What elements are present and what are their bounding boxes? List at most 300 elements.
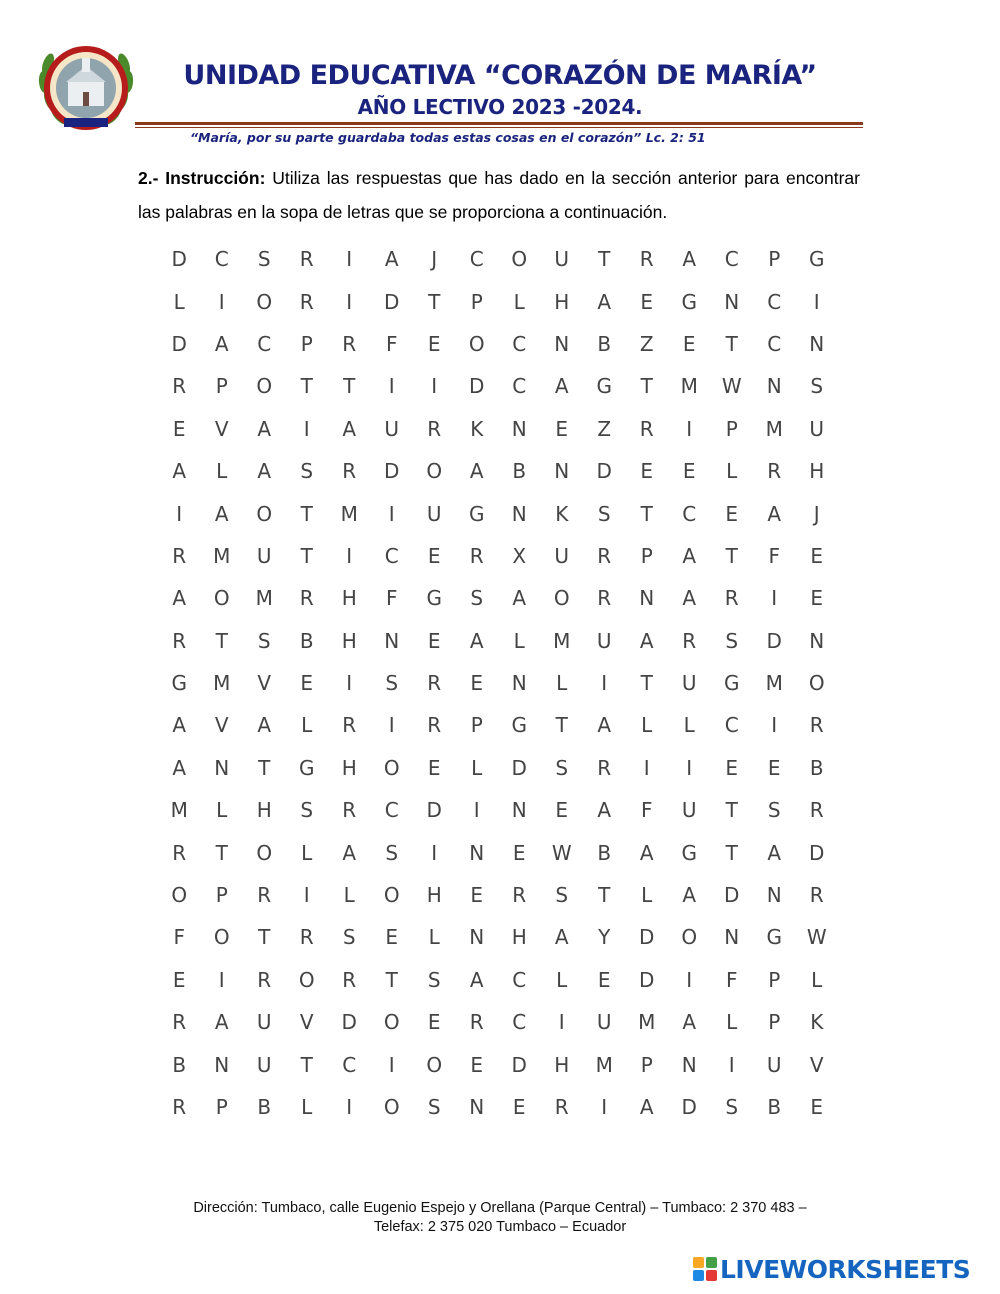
- grid-letter[interactable]: I: [346, 289, 353, 314]
- grid-letter[interactable]: P: [215, 1095, 228, 1119]
- grid-letter[interactable]: T: [258, 925, 271, 950]
- grid-letter[interactable]: C: [512, 331, 527, 356]
- grid-letter[interactable]: R: [724, 586, 739, 611]
- grid-letter[interactable]: I: [303, 416, 310, 441]
- grid-letter[interactable]: L: [216, 798, 228, 823]
- grid-letter[interactable]: A: [597, 289, 612, 314]
- grid-letter[interactable]: L: [343, 883, 355, 908]
- grid-letter[interactable]: L: [641, 713, 653, 738]
- grid-letter[interactable]: D: [681, 1095, 697, 1119]
- grid-letter[interactable]: M: [595, 1052, 613, 1077]
- grid-letter[interactable]: S: [555, 755, 569, 780]
- grid-letter[interactable]: O: [383, 1010, 400, 1035]
- grid-letter[interactable]: M: [765, 416, 783, 441]
- grid-letter[interactable]: U: [809, 416, 825, 441]
- grid-letter[interactable]: N: [511, 416, 527, 441]
- grid-letter[interactable]: R: [554, 1095, 569, 1119]
- grid-letter[interactable]: I: [388, 501, 395, 526]
- grid-letter[interactable]: I: [601, 671, 608, 696]
- grid-letter[interactable]: A: [214, 1010, 229, 1035]
- grid-letter[interactable]: W: [806, 925, 827, 950]
- grid-letter[interactable]: U: [256, 1010, 272, 1035]
- grid-letter[interactable]: N: [809, 628, 825, 653]
- grid-letter[interactable]: R: [809, 883, 824, 908]
- grid-letter[interactable]: H: [256, 798, 272, 823]
- grid-letter[interactable]: T: [640, 374, 653, 399]
- grid-letter[interactable]: L: [556, 967, 568, 992]
- grid-letter[interactable]: K: [555, 501, 569, 526]
- grid-letter[interactable]: L: [726, 1010, 738, 1035]
- grid-letter[interactable]: I: [601, 1095, 608, 1119]
- grid-letter[interactable]: I: [431, 840, 438, 865]
- grid-letter[interactable]: R: [172, 374, 187, 399]
- grid-letter[interactable]: F: [768, 543, 780, 568]
- grid-letter[interactable]: C: [342, 1052, 357, 1077]
- grid-letter[interactable]: B: [512, 459, 527, 484]
- grid-letter[interactable]: S: [555, 883, 569, 908]
- grid-letter[interactable]: M: [638, 1010, 656, 1035]
- grid-letter[interactable]: A: [257, 459, 272, 484]
- grid-letter[interactable]: I: [346, 543, 353, 568]
- grid-letter[interactable]: B: [172, 1052, 187, 1077]
- grid-letter[interactable]: O: [383, 883, 400, 908]
- grid-letter[interactable]: V: [299, 1010, 314, 1035]
- grid-letter[interactable]: Z: [597, 416, 612, 441]
- grid-letter[interactable]: I: [218, 289, 225, 314]
- grid-letter[interactable]: A: [172, 459, 187, 484]
- grid-letter[interactable]: T: [300, 1052, 313, 1077]
- grid-letter[interactable]: U: [766, 1052, 782, 1077]
- grid-letter[interactable]: A: [214, 331, 229, 356]
- grid-letter[interactable]: N: [766, 374, 782, 399]
- grid-letter[interactable]: V: [214, 416, 229, 441]
- grid-letter[interactable]: R: [469, 1010, 484, 1035]
- grid-letter[interactable]: A: [214, 501, 229, 526]
- grid-letter[interactable]: F: [385, 331, 398, 356]
- grid-letter[interactable]: K: [810, 1010, 824, 1035]
- grid-letter[interactable]: A: [682, 247, 697, 272]
- grid-letter[interactable]: O: [256, 840, 273, 865]
- grid-letter[interactable]: R: [809, 713, 824, 738]
- grid-letter[interactable]: P: [725, 416, 738, 441]
- grid-letter[interactable]: R: [172, 543, 187, 568]
- grid-letter[interactable]: D: [639, 925, 655, 950]
- grid-letter[interactable]: P: [768, 1010, 781, 1035]
- grid-letter[interactable]: O: [553, 586, 570, 611]
- grid-letter[interactable]: L: [811, 967, 823, 992]
- grid-letter[interactable]: G: [681, 840, 697, 865]
- grid-letter[interactable]: N: [469, 925, 485, 950]
- grid-letter[interactable]: T: [215, 840, 228, 865]
- grid-letter[interactable]: E: [470, 671, 484, 696]
- grid-letter[interactable]: O: [256, 289, 273, 314]
- grid-letter[interactable]: U: [681, 798, 697, 823]
- grid-letter[interactable]: L: [641, 883, 653, 908]
- grid-letter[interactable]: T: [555, 713, 568, 738]
- grid-letter[interactable]: I: [218, 967, 225, 992]
- grid-letter[interactable]: R: [639, 416, 654, 441]
- grid-letter[interactable]: S: [342, 925, 356, 950]
- grid-letter[interactable]: C: [512, 374, 527, 399]
- grid-letter[interactable]: A: [639, 1095, 654, 1119]
- grid-letter[interactable]: S: [427, 1095, 441, 1119]
- grid-letter[interactable]: N: [469, 1095, 485, 1119]
- grid-letter[interactable]: P: [640, 543, 653, 568]
- grid-letter[interactable]: N: [511, 501, 527, 526]
- grid-letter[interactable]: R: [427, 416, 442, 441]
- grid-letter[interactable]: I: [771, 586, 778, 611]
- grid-letter[interactable]: C: [682, 501, 697, 526]
- grid-letter[interactable]: E: [640, 459, 654, 484]
- grid-letter[interactable]: H: [511, 925, 527, 950]
- grid-letter[interactable]: D: [384, 459, 400, 484]
- grid-letter[interactable]: N: [554, 331, 570, 356]
- grid-letter[interactable]: U: [596, 628, 612, 653]
- grid-letter[interactable]: P: [300, 331, 313, 356]
- grid-letter[interactable]: N: [511, 798, 527, 823]
- grid-letter[interactable]: O: [426, 459, 443, 484]
- grid-letter[interactable]: P: [768, 967, 781, 992]
- grid-letter[interactable]: I: [686, 755, 693, 780]
- grid-letter[interactable]: S: [300, 798, 314, 823]
- grid-letter[interactable]: R: [427, 671, 442, 696]
- grid-letter[interactable]: N: [639, 586, 655, 611]
- grid-letter[interactable]: C: [384, 543, 399, 568]
- grid-letter[interactable]: R: [172, 1010, 187, 1035]
- grid-letter[interactable]: G: [469, 501, 485, 526]
- grid-letter[interactable]: S: [597, 501, 611, 526]
- grid-letter[interactable]: E: [470, 1052, 484, 1077]
- grid-letter[interactable]: C: [512, 1010, 527, 1035]
- grid-letter[interactable]: R: [299, 289, 314, 314]
- grid-letter[interactable]: R: [257, 967, 272, 992]
- grid-letter[interactable]: R: [342, 967, 357, 992]
- grid-letter[interactable]: C: [724, 713, 739, 738]
- grid-letter[interactable]: F: [725, 967, 738, 992]
- grid-letter[interactable]: N: [681, 1052, 697, 1077]
- grid-letter[interactable]: A: [682, 586, 697, 611]
- grid-letter[interactable]: E: [555, 416, 569, 441]
- grid-letter[interactable]: O: [256, 501, 273, 526]
- grid-letter[interactable]: I: [686, 967, 693, 992]
- grid-letter[interactable]: S: [725, 1095, 739, 1119]
- grid-letter[interactable]: F: [173, 925, 185, 950]
- grid-letter[interactable]: I: [388, 1052, 395, 1077]
- grid-letter[interactable]: T: [640, 671, 653, 696]
- grid-letter[interactable]: R: [682, 628, 697, 653]
- liveworksheets-brand[interactable]: [692, 1252, 970, 1286]
- grid-letter[interactable]: O: [213, 586, 230, 611]
- grid-letter[interactable]: A: [172, 586, 187, 611]
- grid-letter[interactable]: C: [469, 247, 484, 272]
- grid-letter[interactable]: E: [385, 925, 399, 950]
- grid-letter[interactable]: U: [596, 1010, 612, 1035]
- grid-letter[interactable]: I: [558, 1010, 565, 1035]
- grid-letter[interactable]: N: [724, 289, 740, 314]
- grid-letter[interactable]: G: [809, 247, 825, 272]
- grid-letter[interactable]: I: [176, 501, 183, 526]
- grid-letter[interactable]: O: [298, 967, 315, 992]
- grid-letter[interactable]: H: [341, 586, 357, 611]
- grid-letter[interactable]: L: [173, 289, 185, 314]
- grid-letter[interactable]: A: [682, 883, 697, 908]
- grid-letter[interactable]: B: [257, 1095, 272, 1119]
- grid-letter[interactable]: O: [511, 247, 528, 272]
- grid-letter[interactable]: E: [767, 755, 781, 780]
- grid-letter[interactable]: B: [767, 1095, 782, 1119]
- grid-letter[interactable]: C: [767, 331, 782, 356]
- grid-letter[interactable]: M: [765, 671, 783, 696]
- grid-letter[interactable]: E: [427, 628, 441, 653]
- grid-letter[interactable]: E: [427, 1010, 441, 1035]
- grid-letter[interactable]: A: [597, 798, 612, 823]
- grid-letter[interactable]: E: [427, 543, 441, 568]
- grid-letter[interactable]: S: [385, 671, 399, 696]
- grid-letter[interactable]: A: [767, 501, 782, 526]
- grid-letter[interactable]: U: [554, 247, 570, 272]
- grid-letter[interactable]: R: [597, 586, 612, 611]
- grid-letter[interactable]: R: [299, 247, 314, 272]
- grid-letter[interactable]: S: [427, 967, 441, 992]
- grid-letter[interactable]: R: [299, 925, 314, 950]
- grid-letter[interactable]: E: [427, 755, 441, 780]
- grid-letter[interactable]: I: [346, 671, 353, 696]
- grid-letter[interactable]: H: [341, 755, 357, 780]
- grid-letter[interactable]: R: [172, 1095, 187, 1119]
- grid-letter[interactable]: R: [342, 798, 357, 823]
- grid-letter[interactable]: C: [257, 331, 272, 356]
- grid-letter[interactable]: O: [171, 883, 188, 908]
- grid-letter[interactable]: N: [384, 628, 400, 653]
- grid-letter[interactable]: M: [680, 374, 698, 399]
- grid-letter[interactable]: I: [813, 289, 820, 314]
- grid-letter[interactable]: E: [512, 1095, 526, 1119]
- grid-letter[interactable]: P: [470, 713, 483, 738]
- grid-letter[interactable]: O: [468, 331, 485, 356]
- grid-letter[interactable]: T: [725, 543, 738, 568]
- grid-letter[interactable]: G: [171, 671, 187, 696]
- grid-letter[interactable]: F: [385, 586, 398, 611]
- grid-letter[interactable]: L: [301, 713, 313, 738]
- grid-letter[interactable]: D: [766, 628, 782, 653]
- grid-letter[interactable]: P: [215, 374, 228, 399]
- grid-letter[interactable]: R: [342, 713, 357, 738]
- grid-letter[interactable]: F: [640, 798, 653, 823]
- grid-letter[interactable]: S: [810, 374, 824, 399]
- grid-letter[interactable]: I: [303, 883, 310, 908]
- grid-letter[interactable]: T: [343, 374, 356, 399]
- grid-letter[interactable]: A: [172, 755, 187, 780]
- grid-letter[interactable]: P: [768, 247, 781, 272]
- grid-letter[interactable]: N: [511, 671, 527, 696]
- grid-letter[interactable]: U: [256, 543, 272, 568]
- grid-letter[interactable]: D: [171, 331, 187, 356]
- grid-letter[interactable]: V: [214, 713, 229, 738]
- grid-letter[interactable]: A: [597, 713, 612, 738]
- grid-letter[interactable]: G: [724, 671, 740, 696]
- grid-letter[interactable]: H: [554, 1052, 570, 1077]
- grid-letter[interactable]: N: [214, 755, 230, 780]
- grid-letter[interactable]: K: [470, 416, 484, 441]
- grid-letter[interactable]: R: [512, 883, 527, 908]
- grid-letter[interactable]: R: [469, 543, 484, 568]
- grid-letter[interactable]: H: [809, 459, 825, 484]
- grid-letter[interactable]: D: [469, 374, 485, 399]
- grid-letter[interactable]: T: [640, 501, 653, 526]
- grid-letter[interactable]: A: [469, 967, 484, 992]
- grid-letter[interactable]: A: [172, 713, 187, 738]
- grid-letter[interactable]: D: [171, 247, 187, 272]
- grid-letter[interactable]: C: [512, 967, 527, 992]
- grid-letter[interactable]: S: [257, 628, 271, 653]
- grid-letter[interactable]: A: [469, 628, 484, 653]
- grid-letter[interactable]: E: [725, 501, 739, 526]
- grid-letter[interactable]: I: [771, 713, 778, 738]
- grid-letter[interactable]: O: [426, 1052, 443, 1077]
- grid-letter[interactable]: I: [346, 247, 353, 272]
- grid-letter[interactable]: D: [809, 840, 825, 865]
- grid-letter[interactable]: S: [385, 840, 399, 865]
- grid-letter[interactable]: M: [553, 628, 571, 653]
- grid-letter[interactable]: T: [385, 967, 398, 992]
- grid-letter[interactable]: R: [172, 628, 187, 653]
- grid-letter[interactable]: W: [551, 840, 572, 865]
- grid-letter[interactable]: A: [554, 925, 569, 950]
- grid-letter[interactable]: B: [597, 331, 612, 356]
- grid-letter[interactable]: T: [258, 755, 271, 780]
- grid-letter[interactable]: H: [426, 883, 442, 908]
- grid-letter[interactable]: R: [767, 459, 782, 484]
- grid-letter[interactable]: O: [383, 755, 400, 780]
- grid-letter[interactable]: U: [384, 416, 400, 441]
- grid-letter[interactable]: M: [255, 586, 273, 611]
- grid-letter[interactable]: N: [809, 331, 825, 356]
- grid-letter[interactable]: R: [639, 247, 654, 272]
- grid-letter[interactable]: E: [300, 671, 314, 696]
- grid-letter[interactable]: D: [511, 1052, 527, 1077]
- grid-letter[interactable]: A: [639, 840, 654, 865]
- grid-letter[interactable]: A: [257, 713, 272, 738]
- grid-letter[interactable]: L: [726, 459, 738, 484]
- grid-letter[interactable]: R: [257, 883, 272, 908]
- grid-letter[interactable]: C: [384, 798, 399, 823]
- grid-letter[interactable]: E: [427, 331, 441, 356]
- grid-letter[interactable]: T: [428, 289, 441, 314]
- grid-letter[interactable]: A: [512, 586, 527, 611]
- grid-letter[interactable]: J: [431, 247, 438, 272]
- grid-letter[interactable]: I: [388, 713, 395, 738]
- grid-letter[interactable]: G: [511, 713, 527, 738]
- grid-letter[interactable]: I: [388, 374, 395, 399]
- grid-letter[interactable]: P: [640, 1052, 653, 1077]
- grid-letter[interactable]: T: [598, 247, 611, 272]
- grid-letter[interactable]: E: [172, 967, 186, 992]
- grid-letter[interactable]: S: [767, 798, 781, 823]
- grid-letter[interactable]: C: [767, 289, 782, 314]
- grid-letter[interactable]: X: [512, 543, 527, 568]
- grid-letter[interactable]: O: [808, 671, 825, 696]
- grid-letter[interactable]: G: [766, 925, 782, 950]
- grid-letter[interactable]: A: [767, 840, 782, 865]
- grid-letter[interactable]: T: [215, 628, 228, 653]
- grid-letter[interactable]: G: [596, 374, 612, 399]
- grid-letter[interactable]: R: [342, 331, 357, 356]
- grid-letter[interactable]: L: [301, 840, 313, 865]
- grid-letter[interactable]: O: [681, 925, 698, 950]
- grid-letter[interactable]: S: [300, 459, 314, 484]
- grid-letter[interactable]: H: [341, 628, 357, 653]
- grid-letter[interactable]: D: [596, 459, 612, 484]
- grid-letter[interactable]: M: [340, 501, 358, 526]
- grid-letter[interactable]: O: [213, 925, 230, 950]
- grid-letter[interactable]: E: [682, 331, 696, 356]
- grid-letter[interactable]: A: [554, 374, 569, 399]
- grid-letter[interactable]: S: [725, 628, 739, 653]
- grid-letter[interactable]: L: [513, 628, 525, 653]
- grid-letter[interactable]: B: [809, 755, 824, 780]
- grid-letter[interactable]: T: [300, 543, 313, 568]
- grid-letter[interactable]: A: [469, 459, 484, 484]
- grid-letter[interactable]: I: [686, 416, 693, 441]
- grid-letter[interactable]: U: [426, 501, 442, 526]
- grid-letter[interactable]: E: [640, 289, 654, 314]
- grid-letter[interactable]: S: [257, 247, 271, 272]
- grid-letter[interactable]: N: [469, 840, 485, 865]
- grid-letter[interactable]: R: [597, 543, 612, 568]
- grid-letter[interactable]: L: [513, 289, 525, 314]
- grid-letter[interactable]: A: [639, 628, 654, 653]
- grid-letter[interactable]: E: [682, 459, 696, 484]
- grid-letter[interactable]: I: [643, 755, 650, 780]
- grid-letter[interactable]: R: [809, 798, 824, 823]
- grid-letter[interactable]: E: [597, 967, 611, 992]
- grid-letter[interactable]: D: [511, 755, 527, 780]
- grid-letter[interactable]: C: [214, 247, 229, 272]
- grid-letter[interactable]: Z: [639, 331, 654, 356]
- grid-letter[interactable]: U: [256, 1052, 272, 1077]
- grid-letter[interactable]: N: [766, 883, 782, 908]
- grid-letter[interactable]: I: [473, 798, 480, 823]
- grid-letter[interactable]: D: [341, 1010, 357, 1035]
- grid-letter[interactable]: J: [813, 501, 820, 526]
- grid-letter[interactable]: M: [213, 671, 231, 696]
- grid-letter[interactable]: D: [426, 798, 442, 823]
- grid-letter[interactable]: O: [256, 374, 273, 399]
- grid-letter[interactable]: T: [300, 501, 313, 526]
- grid-letter[interactable]: A: [342, 840, 357, 865]
- grid-letter[interactable]: M: [170, 798, 188, 823]
- grid-letter[interactable]: T: [300, 374, 313, 399]
- grid-letter[interactable]: B: [597, 840, 612, 865]
- grid-letter[interactable]: R: [299, 586, 314, 611]
- grid-letter[interactable]: L: [428, 925, 440, 950]
- grid-letter[interactable]: T: [725, 331, 738, 356]
- grid-letter[interactable]: G: [426, 586, 442, 611]
- grid-letter[interactable]: G: [299, 755, 315, 780]
- grid-letter[interactable]: R: [427, 713, 442, 738]
- grid-letter[interactable]: M: [213, 543, 231, 568]
- grid-letter[interactable]: L: [301, 1095, 313, 1119]
- grid-letter[interactable]: N: [724, 925, 740, 950]
- grid-letter[interactable]: E: [810, 1095, 824, 1119]
- grid-letter[interactable]: V: [809, 1052, 824, 1077]
- grid-letter[interactable]: E: [810, 586, 824, 611]
- grid-letter[interactable]: E: [512, 840, 526, 865]
- grid-letter[interactable]: T: [725, 840, 738, 865]
- grid-letter[interactable]: N: [214, 1052, 230, 1077]
- grid-letter[interactable]: U: [681, 671, 697, 696]
- grid-letter[interactable]: Y: [598, 925, 611, 950]
